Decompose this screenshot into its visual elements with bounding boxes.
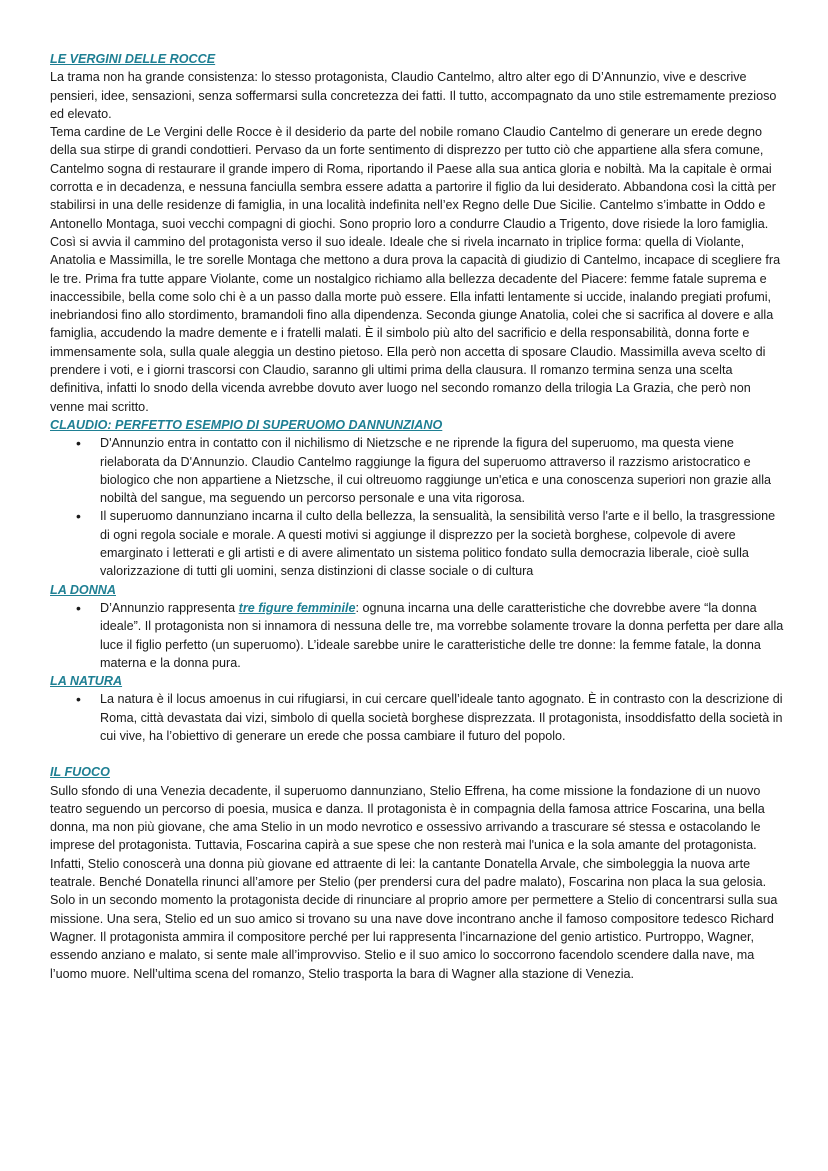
donna-text-after: : ognuna incarna una delle caratteristiche che dovrebbe avere “la donna ideale”. Il protagonista non si innamora di nessuna delle tre, ma vorrebbe solamente trovare la donna perfetta per dare alla luce il figlio perfetto (un superuomo). L’ideale sarebbe unire le caratteristiche delle tre donne: la femme fatale, la donna materna e la donna pura. xyxy=(100,600,784,670)
list-donna xyxy=(50,599,784,672)
donna-text-before: D’Annunzio rappresenta xyxy=(100,600,239,615)
list-item: • La natura è il locus amoenus in cui rifugiarsi, in cui cercare quell’ideale tanto agognato. È in contrasto con la descrizione di Roma, città devastata dai vizi, simbolo di quella società borghese disprezzata. Il protagonista, insoddisfatto della società in cui vive, ha l’obiettivo di generare un erede che possa cambiare il futuro del popolo. xyxy=(100,690,784,745)
link-tre-figure[interactable]: tre figure femminile xyxy=(238,600,356,615)
section-spacer xyxy=(50,745,784,763)
paragraph-fuoco: Sullo sfondo di una Venezia decadente, il superuomo dannunziano, Stelio Effrena, ha come missione la fondazione di un nuovo teatro seguendo un percorso di poesia, musica e danza. Il protagonista è in compagnia della famosa attrice Foscarina, una bella donna, ma non più giovane, che ama Stelio in un modo nevrotico e ossessivo arrivando a trascurare sé stessa e ostacolando le imprese del protagonista. Tuttavia, Foscarina capirà a sue spese che non resterà mai l'unica e la sola amante del protagonista. Infatti, Stelio conoscerà una donna più giovane ed attraente di lei: la cantante Donatella Arvale, che simboleggia la nuova arte teatrale. Benché Donatella rinunci all’amore per Stelio (per prendersi cura del padre malato), Foscarina non placa la sua gelosia. Solo in un secondo momento la protagonista decide di rinunciare al proprio amore per permettere a Stelio di concentrarsi sulla sua missione. Una sera, Stelio ed un suo amico si trovano su una nave dove incontrano anche il famoso compositore tedesco Richard Wagner. Il protagonista ammira il compositore perché per lui rappresenta l’incarnazione del genio artistico. Purtroppo, Wagner, essendo anziano e malato, si sente male all’improvviso. Stelio e il suo amico lo soccorrono facendolo scendere dalla nave, ma l’uomo muore. Nell’ultima scena del romanzo, Stelio trasporta la bara di Wagner alla stazione di Venezia. xyxy=(50,783,778,981)
list-item xyxy=(100,599,784,672)
paragraph-vergini-plot: Tema cardine de Le Vergini delle Rocce è il desiderio da parte del nobile romano Claudio Cantelmo di generare un erede degno della sua stirpe di grandi condottieri. Pervaso da un forte sentimento di disprezzo per tutto ciò che appartiene alla sfera comune, Cantelmo sogna di restaurare il grande impero di Roma, riportando il Paese alla sua antica gloria e nobiltà. Ma la capitale è ormai corrotta e in decadenza, e nessuna fanciulla sembra essere adatta a partorire il figlio da lui desiderato. Abbandona così la città per stabilirsi in una delle residenze di famiglia, in una località indefinita nell’ex Regno delle Due Sicilie. Cantelmo s’imbatte in Oddo e Antonello Montaga, suoi vecchi compagni di giochi. Sono proprio loro a condurre Claudio a Trigento, dove risiede la loro famiglia. Così si avvia il cammino del protagonista verso il suo ideale. Ideale che si rivela incarnato in triplice forma: quella di Violante, Anatolia e Massimilla, le tre sorelle Montaga che mettono a dura prova la capacità di giudizio di Cantelmo, incapace di scegliere fra le tre. Prima fra tutte appare Violante, come un nostalgico richiamo alla bellezza decadente del Piacere: femme fatale suprema e inaccessibile, bella come solo chi è a un passo dalla morte può essere. Ella infatti lentamente si uccide, inalando pregiati profumi, inebriandosi fino allo stordimento, bramandoli fino alla dipendenza. Seconda giunge Anatolia, colei che si sacrifica al dovere e alla famiglia, accudendo la madre demente e i fratelli malati. È il simbolo più alto del sacrificio e della responsabilità, donna forte e immensamente sola, sulla quale aleggia un destino pietoso. Ella però non accetta di sposare Claudio. Massimilla aveva scelto di prendere i voti, e i giorni trascorsi con Claudio, saranno gli ultimi prima della clausura. Il romanzo termina senza una scelta definitiva, infatti lo snodo della vicenda avrebbe dovuto aver luogo nel secondo romanzo della trilogia La Grazia, che però non venne mai scritto. xyxy=(50,125,781,414)
heading-natura: LA NATURA xyxy=(50,674,123,689)
heading-fuoco: IL FUOCO xyxy=(50,765,110,780)
list-item: • Il superuomo dannunziano incarna il culto della bellezza, la sensualità, la sensibilità verso l'arte e il bello, la trasgressione di ogni regola sociale e morale. A questi motivi si aggiunge il disprezzo per la società borghese, colpevole di avere emarginato i letterati e gli artisti e di avere alimentato un sistema politico fondato sulla democrazia liberale, cioè sulla valorizzazione di tutti gli uomini, senza distinzioni di classe sociale o di cultura xyxy=(100,507,784,580)
heading-claudio: CLAUDIO: PERFETTO ESEMPIO DI SUPERUOMO DANNUNZIANO xyxy=(50,417,443,432)
list-item: • D'Annunzio entra in contatto con il nichilismo di Nietzsche e ne riprende la figura del superuomo, ma questa viene rielaborata da D'Annunzio. Claudio Cantelmo raggiunge la figura del superuomo attraverso il razzismo aristocratico e biologico che non appartiene a Nietzsche, il cui oltreuomo raggiunge un'etica e una conoscenza superiori non grazie alla nobiltà del sangue, ma seguendo un percorso personale e una vita rigorosa. xyxy=(100,434,784,507)
heading-vergini: LE VERGINI DELLE ROCCE xyxy=(50,52,216,66)
heading-donna: LA DONNA xyxy=(50,582,116,597)
paragraph-vergini-intro: La trama non ha grande consistenza: lo stesso protagonista, Claudio Cantelmo, altro alter ego di D’Annunzio, vive e descrive pensieri, idee, sensazioni, senza soffermarsi sulla concretezza dei fatti. Il tutto, accompagnato da uno stile estremamente prezioso ed elevato. xyxy=(50,70,777,121)
list-natura xyxy=(50,690,784,745)
list-claudio xyxy=(50,434,784,580)
